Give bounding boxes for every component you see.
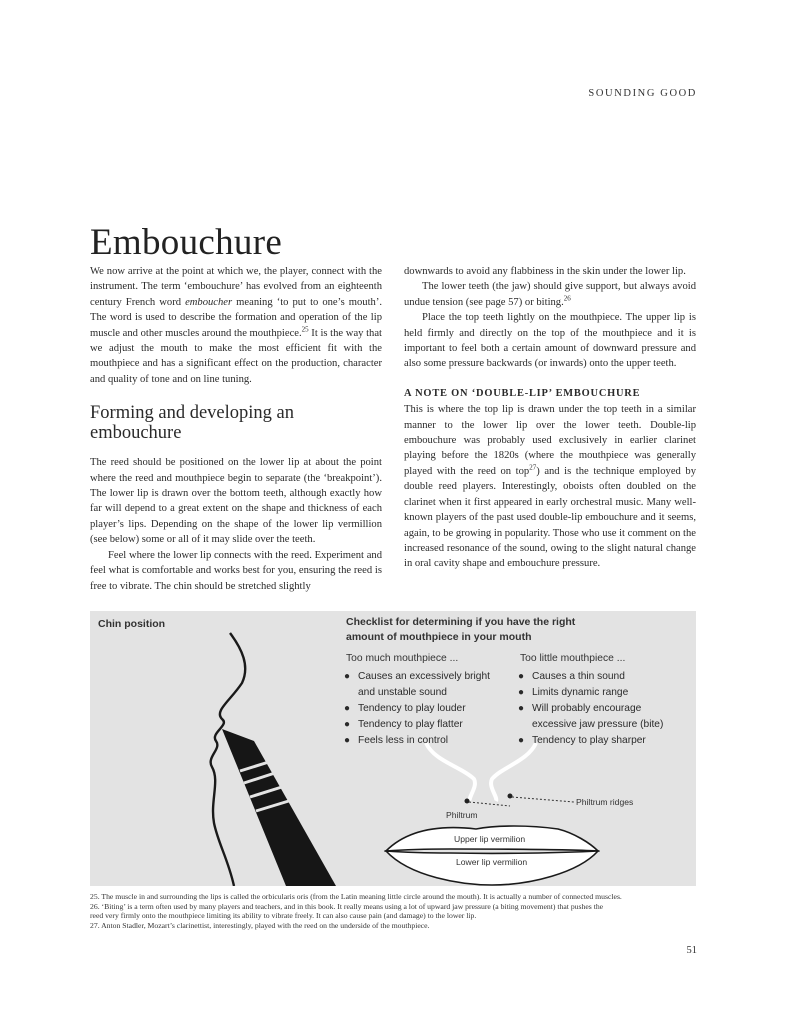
body-paragraph: Feel where the lower lip connects with the reed. Experiment and feel what is comfortable and works best for you, ensuring the reed is free to vibrate. The chin should be stretched slightly bbox=[90, 549, 382, 592]
philtrum-ridges-label: Philtrum ridges bbox=[576, 797, 634, 807]
footnote: 27. Anton Stadler, Mozart’s clarinettist, interestingly, played with the reed on the underside of the mouthpiece. bbox=[90, 920, 430, 930]
list-item: ● Causes a thin sound bbox=[518, 671, 625, 682]
footnote-ref: 27 bbox=[529, 463, 537, 472]
too-much-heading: Too much mouthpiece ... bbox=[346, 653, 459, 664]
page-number: 51 bbox=[686, 945, 697, 956]
footnote: reed very firmly onto the mouthpiece limiting its ability to vibrate freely. It can also cause pain (and damage) to the lower lip. bbox=[90, 911, 477, 921]
checklist-title: Checklist for determining if you have the right bbox=[346, 616, 576, 628]
body-paragraph: This is where the top lip is drawn under the top teeth in a similar manner to the lower lip over the lower teeth. Double-lip embouchure was probably used exclusively in earlier clarinet playing before the 1820s (where the mouthpiece was generally played with the reed on top$^{27}$) and is the technique employed by double reed players. Interestingly, oboists often doubled on the clarinet when it first appeared in early orchestral music. Many well-known players of the past used double-lip embouchure and it seems, again, to be growing in popularity. Those who use it comment on the increased resonance of the sound, owing to the slight natural change in oral cavity shape and embouchure pressure. bbox=[404, 404, 696, 570]
philtrum-outline bbox=[426, 743, 475, 801]
embouchure-illustration-panel bbox=[90, 611, 696, 886]
list-item: ● Causes an excessively bright bbox=[344, 671, 490, 682]
ridge-leader-line bbox=[512, 797, 574, 802]
clarinet-mouthpiece bbox=[222, 729, 336, 886]
section-heading: Forming and developing an embouchure bbox=[90, 403, 294, 444]
too-little-heading: Too little mouthpiece ... bbox=[520, 653, 626, 664]
footnote: 25. The muscle in and surrounding the lips is called the orbicularis oris (from the Latin meaning little circle around the mouth). It is actually a number of connected muscles. bbox=[90, 892, 622, 901]
chin-position-label: Chin position bbox=[98, 618, 166, 630]
body-paragraph: downwards to avoid any flabbiness in the skin under the lower lip. bbox=[404, 266, 686, 277]
running-head: SOUNDING GOOD bbox=[588, 88, 697, 99]
list-item: ● Tendency to play sharper bbox=[518, 735, 646, 746]
lower-lip-label: Lower lip vermilion bbox=[456, 857, 528, 867]
philtrum-outline bbox=[491, 743, 536, 801]
footnotes bbox=[90, 892, 696, 930]
list-item: ● Tendency to play louder bbox=[344, 703, 466, 714]
list-item: ● Tendency to play flatter bbox=[344, 719, 463, 730]
list-item: ● Will probably encourage bbox=[518, 703, 642, 714]
too-little-list bbox=[518, 669, 663, 749]
ridge-leader-line bbox=[469, 802, 510, 806]
footnote-ref: 26 bbox=[563, 294, 571, 303]
philtrum-ridge-marker bbox=[508, 794, 513, 799]
too-much-list bbox=[344, 669, 490, 749]
subsection-heading: A NOTE ON ‘DOUBLE-LIP’ EMBOUCHURE bbox=[404, 387, 641, 399]
body-paragraph: Place the top teeth lightly on the mouthpiece. The upper lip is held firmly and directly on the top of the mouthpiece and it is important to feel both a certain amount of downward pressure and also some pressure backwards (or inwards) onto the upper teeth. bbox=[404, 312, 696, 370]
checklist-title: amount of mouthpiece in your mouth bbox=[346, 631, 532, 643]
body-paragraph: The lower teeth (the jaw) should give support, but always avoid undue tension (see page 57) or biting.$^{26}$ bbox=[404, 281, 696, 308]
page-title: Embouchure bbox=[90, 221, 283, 263]
list-item: ● Limits dynamic range bbox=[518, 687, 629, 698]
body-paragraph: The reed should be positioned on the lower lip at about the point where the reed and mouthpiece begin to separate (the ‘breakpoint’). The lower lip is drawn over the bottom teeth, although exactly how far will depend to a great extent on the shape and thickness of each player’s lips. Depending on the shape of the lower lip vermillion (see below) some or all of it may slide over the teeth. bbox=[90, 457, 382, 546]
list-item: ● Feels less in control bbox=[344, 735, 449, 746]
left-column bbox=[90, 264, 382, 594]
footnote-ref: 25 bbox=[301, 325, 309, 334]
upper-lip-label: Upper lip vermilion bbox=[454, 834, 526, 844]
philtrum-label: Philtrum bbox=[446, 810, 478, 820]
right-column bbox=[404, 264, 696, 572]
list-item: and unstable sound bbox=[358, 687, 447, 698]
intro-paragraph: We now arrive at the point at which we, the player, connect with the instrument. The term ‘embouchure’ has evolved from an eighteenth century French word emboucher meaning ‘to put to one’s mouth’. The word is used to describe the formation and operation of the lip muscle and other muscles around the mouthpiece.$^{25}$ It is the way that we adjust the mouth to make the most efficient fit with the mouthpiece and has a significant effect on the production, character and quality of tone and on line tuning. bbox=[90, 266, 382, 385]
list-item: excessive jaw pressure (bite) bbox=[532, 719, 664, 730]
footnote: 26. ‘Biting’ is a term often used by many players and teachers, and in this book. It really means using a lot of upward jaw pressure (a biting movement) that pushes the bbox=[90, 901, 604, 911]
philtrum-marker bbox=[465, 799, 470, 804]
